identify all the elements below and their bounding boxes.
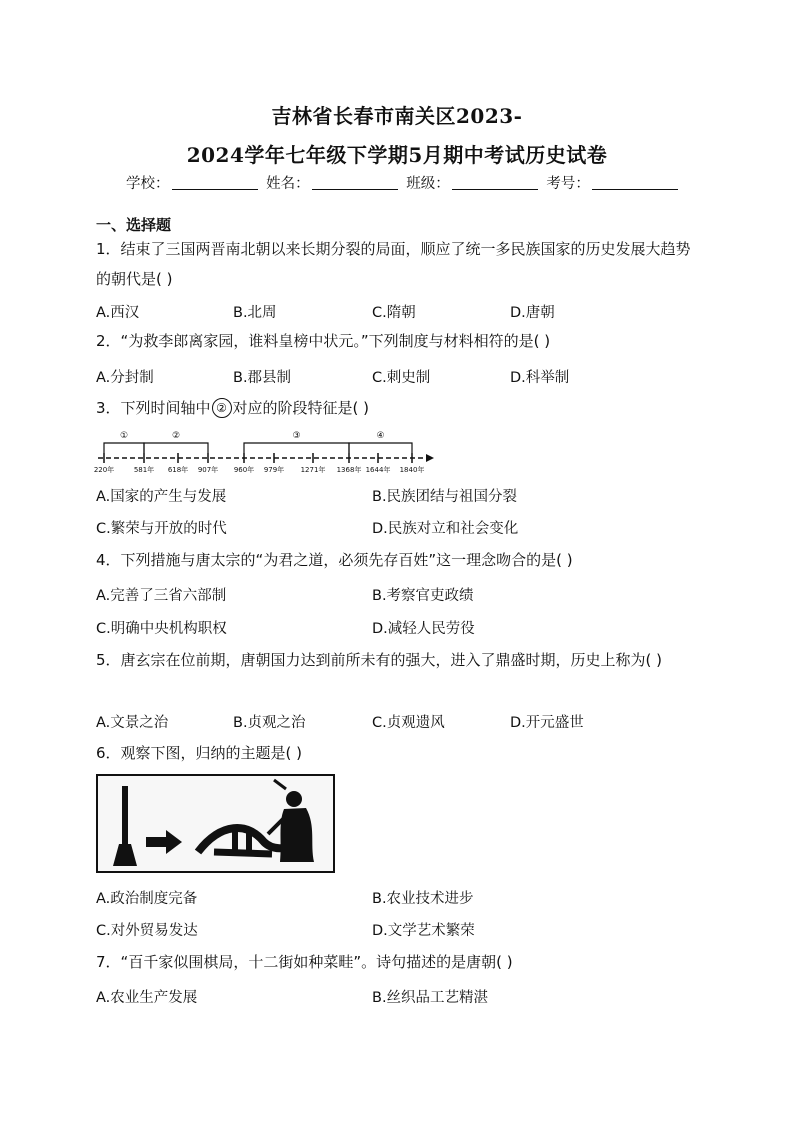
q3-option-b[interactable]: B.民族团结与祖国分裂 xyxy=(372,489,518,505)
q6-option-a[interactable]: A.政治制度完备 xyxy=(96,891,198,907)
timeline-stage-bracket xyxy=(349,443,412,453)
question-3-stem xyxy=(96,393,700,423)
q4-option-b[interactable]: B.考察官吏政绩 xyxy=(372,588,474,604)
q5-option-c[interactable]: C.贞观遗风 xyxy=(372,715,445,731)
timeline-figure xyxy=(93,424,436,476)
timeline-tick-label: 1840年 xyxy=(399,466,425,474)
timeline-stage-label: ① xyxy=(119,431,129,441)
q4-option-a[interactable]: A.完善了三省六部制 xyxy=(96,588,227,604)
q3-option-d[interactable]: D.民族对立和社会变化 xyxy=(372,521,519,537)
q6-option-d[interactable]: D.文学艺术繁荣 xyxy=(372,923,475,939)
q5-option-d[interactable]: D.开元盛世 xyxy=(510,715,584,731)
question-1-options xyxy=(96,301,716,323)
q6-option-c[interactable]: C.对外贸易发达 xyxy=(96,923,198,939)
school-blank[interactable] xyxy=(172,175,258,190)
timeline-tick-label: 960年 xyxy=(233,466,255,474)
q2-option-b[interactable]: B.郡县制 xyxy=(233,370,292,386)
question-2-options xyxy=(96,366,716,388)
timeline-tick-label: 1368年 xyxy=(336,466,362,474)
question-5-options xyxy=(96,711,716,733)
timeline-tick-label: 618年 xyxy=(167,466,189,474)
q5-option-a[interactable]: A.文景之治 xyxy=(96,715,169,731)
question-3-options-row1 xyxy=(96,485,716,507)
q4-option-d[interactable]: D.减轻人民劳役 xyxy=(372,621,475,637)
question-1-stem: 1．结束了三国两晋南北朝以来长期分裂的局面，顺应了统一多民族国家的历史发展大趋势的朝代是( ) xyxy=(96,240,691,288)
timeline-tick-label: 979年 xyxy=(263,466,285,474)
timeline-tick-label: 220年 xyxy=(93,466,115,474)
question-7-options xyxy=(96,986,716,1008)
q1-option-c[interactable]: C.隋朝 xyxy=(372,305,416,321)
school-label: 学校： xyxy=(126,176,170,192)
q3-stem-before: 3．下列时间轴中 xyxy=(96,399,211,417)
timeline-tick-label: 1271年 xyxy=(300,466,326,474)
q7-option-b[interactable]: B.丝织品工艺精湛 xyxy=(372,990,489,1006)
question-4-stem: 4．下列措施与唐太宗的“为君之道，必须先存百姓”这一理念吻合的是( ) xyxy=(96,551,573,569)
question-2-stem: 2．“为救李郎离家园，谁料皇榜中状元。”下列制度与材料相符的是( ) xyxy=(96,332,551,350)
q3-option-a[interactable]: A.国家的产生与发展 xyxy=(96,489,227,505)
question-6-options-row2 xyxy=(96,919,716,941)
q7-option-a[interactable]: A.农业生产发展 xyxy=(96,990,198,1006)
plow-figure xyxy=(96,774,336,874)
timeline-stage-bracket xyxy=(244,443,349,453)
question-6-options-row1 xyxy=(96,887,716,909)
class-label: 班级： xyxy=(406,176,450,192)
question-4-options-row2 xyxy=(96,617,716,639)
question-7-stem: 7．“百千家似围棋局，十二街如种菜畦”。诗句描述的是唐朝( ) xyxy=(96,953,513,971)
class-blank[interactable] xyxy=(452,175,538,190)
q6-option-b[interactable]: B.农业技术进步 xyxy=(372,891,474,907)
q5-option-b[interactable]: B.贞观之治 xyxy=(233,715,306,731)
q2-option-a[interactable]: A.分封制 xyxy=(96,370,154,386)
exam-number-label: 考号： xyxy=(546,176,590,192)
question-3-options-row2 xyxy=(96,517,716,539)
exam-title-line1: 吉林省长春市南关区2023- xyxy=(271,104,523,128)
student-info-row xyxy=(126,172,682,193)
q3-option-c[interactable]: C.繁荣与开放的时代 xyxy=(96,521,227,537)
section-title: 一、选择题 xyxy=(96,216,172,234)
exam-title-line2: 2024学年七年级下学期5月期中考试历史试卷 xyxy=(186,143,608,167)
q1-option-b[interactable]: B.北周 xyxy=(233,305,277,321)
circled-two: ② xyxy=(212,398,232,418)
timeline-stage-label: ③ xyxy=(292,431,301,441)
name-label: 姓名： xyxy=(266,176,310,192)
question-5-stem: 5．唐玄宗在位前期，唐朝国力达到前所未有的强大，进入了鼎盛时期，历史上称为( ) xyxy=(96,651,663,669)
question-4-options-row1 xyxy=(96,584,716,606)
q1-option-d[interactable]: D.唐朝 xyxy=(510,305,555,321)
name-blank[interactable] xyxy=(312,175,398,190)
exam-number-blank[interactable] xyxy=(592,175,678,190)
timeline-stage-label: ④ xyxy=(376,431,385,441)
timeline-tick-label: 907年 xyxy=(197,466,219,474)
timeline-stage-bracket xyxy=(104,443,144,453)
question-6-stem: 6．观察下图，归纳的主题是( ) xyxy=(96,744,303,762)
timeline-axis xyxy=(98,454,434,462)
q3-stem-after: 对应的阶段特征是( ) xyxy=(232,399,370,417)
timeline-stage-bracket xyxy=(144,443,208,453)
q2-option-d[interactable]: D.科举制 xyxy=(510,370,570,386)
timeline-stage-label: ② xyxy=(171,431,181,441)
timeline-tick-label: 1644年 xyxy=(365,466,391,474)
q2-option-c[interactable]: C.刺史制 xyxy=(372,370,431,386)
q1-option-a[interactable]: A.西汉 xyxy=(96,305,140,321)
q4-option-c[interactable]: C.明确中央机构职权 xyxy=(96,621,227,637)
timeline-tick-label: 581年 xyxy=(133,466,155,474)
